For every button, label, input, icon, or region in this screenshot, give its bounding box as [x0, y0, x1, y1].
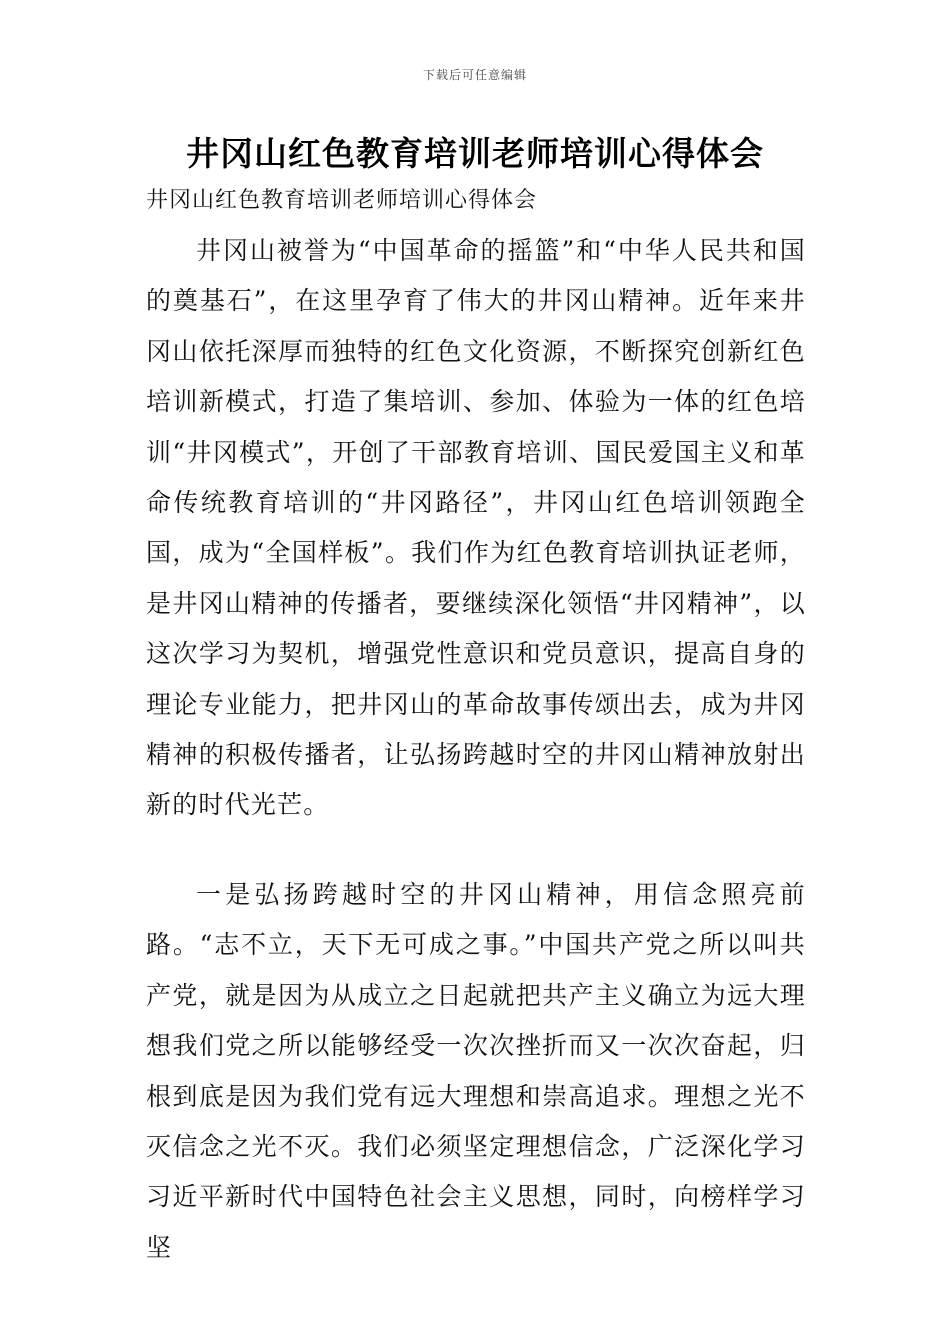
paragraph-2: 一是弘扬跨越时空的井冈山精神，用信念照亮前路。“志不立，天下无可成之事。”中国共产党之所以叫共产党，就是因为从成立之日起就把共产主义确立为远大理想我们党之所以能够经受一次次挫折而又一次次奋起，归根到底是因为我们党有远大理想和崇高追求。理想之光不灭信念之光不灭。我们必须坚定理想信念，广泛深化学习习近平新时代中国特色社会主义思想，同时，向榜样学习坚	[146, 880, 806, 1262]
header-note: 下载后可任意编辑	[422, 68, 527, 82]
document-title: 井冈山红色教育培训老师培训心得体会	[186, 134, 764, 173]
paragraph-1: 井冈山被誉为“中国革命的摇篮”和“中华人民共和国的奠基石”，在这里孕育了伟大的井冈山精神。近年来井冈山依托深厚而独特的红色文化资源，不断探究创新红色培训新模式，打造了集培训、参加、体验为一体的红色培训“井冈模式”，开创了干部教育培训、国民爱国主义和革命传统教育培训的“井冈路径”，井冈山红色培训领跑全国，成为“全国样板”。我们作为红色教育培训执证老师，是井冈山精神的传播者，要继续深化领悟“井冈精神”，以这次学习为契机，增强党性意识和党员意识，提高自身的理论专业能力，把井冈山的革命故事传颂出去，成为井冈精神的积极传播者，让弘扬跨越时空的井冈山精神放射出新的时代光芒。	[146, 236, 806, 820]
document-subtitle: 井冈山红色教育培训老师培训心得体会	[146, 188, 538, 213]
